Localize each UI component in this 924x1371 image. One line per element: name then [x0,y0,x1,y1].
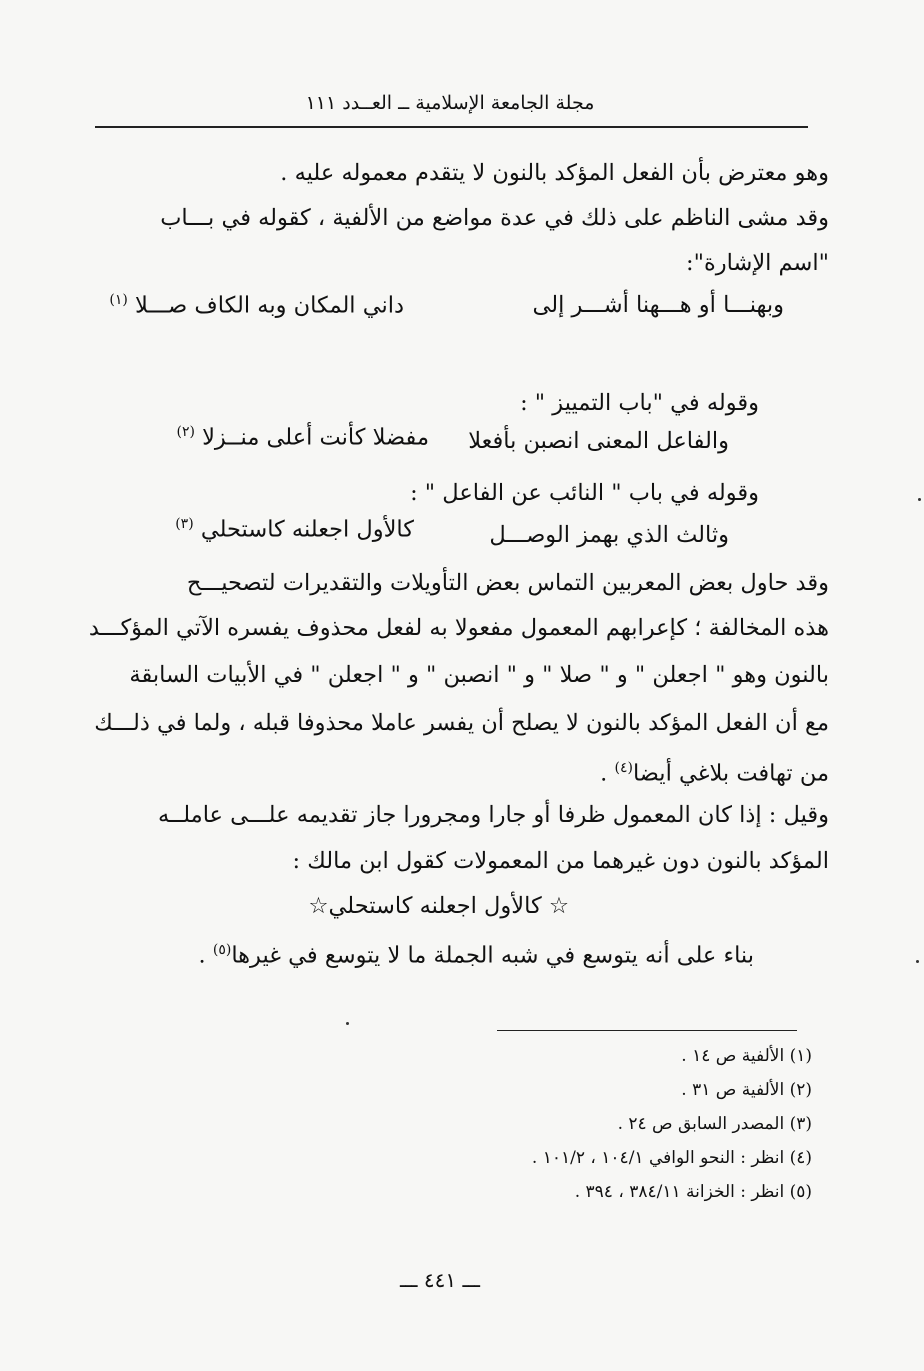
paragraph-line-9: مع أن الفعل المؤكد بالنون لا يصلح أن يفسر عاملا محذوفا قبله ، ولما في ذلـــك [94,710,829,736]
verse-1-first-hemistich: وبهنـــا أو هـــهنا أشـــر إلى [532,292,784,318]
footnote-4: (٤) انظر : النحو الوافي ١٠٤/١ ، ١٠١/٢ . [531,1148,812,1168]
footnote-separator [497,1030,797,1031]
header-rule [95,126,808,128]
quoted-verse: ☆ كالأول اجعلنه كاستحلي☆ [308,893,569,919]
footnote-ref-4: (٤) [614,760,633,776]
paragraph-line-14-text: بناء على أنه يتوسع في شبه الجملة ما لا يتوسع في غيرها [231,942,754,969]
scan-speck [916,960,919,963]
footnote-5: (٥) انظر : الخزانة ٣٨٤/١١ ، ٣٩٤ . [574,1182,812,1202]
footnote-2: (٢) الألفية ص ٣١ . [681,1080,812,1100]
verse-2-second-hemistich [176,424,429,451]
paragraph-line-5: وقوله في باب " النائب عن الفاعل " : [410,480,759,506]
paragraph-line-10-end: . [600,760,615,787]
paragraph-line-14 [199,932,754,974]
paragraph-line-12: المؤكد بالنون دون غيرهما من المعمولات كقول ابن مالك : [292,848,829,874]
footnote-ref-1: (١) [109,292,128,308]
verse-2-first-hemistich: والفاعل المعنى انصبن بأفعلا [468,428,729,454]
verse-3-text: كالأول اجعلنه كاستحلي [200,516,414,543]
paragraph-line-10-text: من تهافت بلاغي أيضا [632,760,829,787]
paragraph-line-8: بالنون وهو " اجعلن " و " صلا " و " انصبن " و " اجعلن " في الأبيات السابقة [129,662,829,688]
scan-speck [346,1022,349,1025]
verse-2-text: مفضلا كأنت أعلى منــزلا [202,424,429,451]
footnote-1: (١) الألفية ص ١٤ . [681,1046,812,1066]
scan-speck [918,498,921,501]
verse-1-text: داني المكان وبه الكاف صـــلا [134,292,404,319]
footnote-3: (٣) المصدر السابق ص ٢٤ . [617,1114,812,1134]
footnote-ref-3: (٣) [175,516,194,532]
paragraph-line-4: وقوله في "باب التمييز " : [520,390,759,416]
paragraph-line-10 [600,750,829,792]
paragraph-line-7: هذه المخالفة ؛ كإعرابهم المعمول مفعولا به لفعل محذوف يفسره الآتي المؤكـــد [88,615,829,641]
page-number: ـــ ٤٤١ ـــ [399,1268,481,1292]
paragraph-line-2: وقد مشى الناظم على ذلك في عدة مواضع من الألفية ، كقوله في بـــاب [160,205,829,231]
paragraph-line-1: وهو معترض بأن الفعل المؤكد بالنون لا يتقدم معموله عليه . [280,160,829,186]
footnote-ref-2: (٢) [176,424,195,440]
verse-3-first-hemistich: وثالث الذي بهمز الوصـــل [489,522,729,548]
running-header: مجلة الجامعة الإسلامية ــ العــدد ١١١ [305,92,595,114]
paragraph-line-14-end: . [198,942,213,969]
paragraph-line-11: وقيل : إذا كان المعمول ظرفا أو جارا ومجرورا جاز تقديمه علـــى عاملــه [157,802,829,828]
paragraph-line-3: "اسم الإشارة": [686,250,829,276]
paragraph-line-6: وقد حاول بعض المعربين التماس بعض التأويلات والتقديرات لتصحيـــح [186,570,829,596]
verse-1-second-hemistich [109,292,404,319]
verse-3-second-hemistich [175,516,414,543]
footnote-ref-5: (٥) [212,942,232,958]
